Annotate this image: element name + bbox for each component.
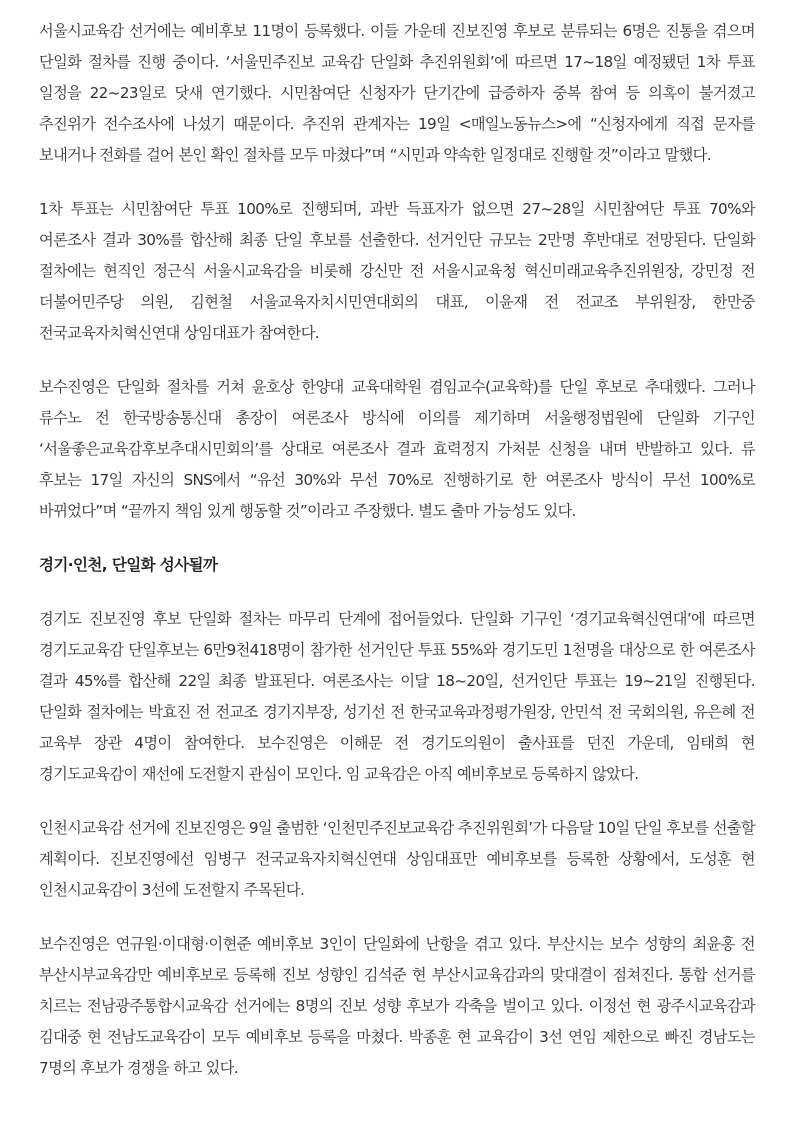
- section-subheading: 경기·인천, 단일화 성사될까: [39, 556, 218, 574]
- article-body: [39, 0, 755, 1084]
- paragraph-other-regions: 보수진영은 연규원·이대형·이현준 예비후보 3인이 단일화에 난항을 겪고 있다. 부산시는 보수 성향의 최윤홍 전 부산시부교육감만 예비후보로 등록해 진보 성향인 김석준 현 부산시교육감과의 맞대결이 점쳐진다. 통합 선거를 치르는 전남광주통합시교육감 선거에는 8명의 진보 성향 후보가 각축을 벌이고 있다. 이정선 현 광주시교육감과 김대중 현 전남도교육감이 모두 예비후보 등록을 마쳤다. 박종훈 현 교육감이 3선 연임 제한으로 빠진 경남도는 7명의 후보가 경쟁을 하고 있다.: [39, 935, 755, 1077]
- paragraph-incheon: 인천시교육감 선거에 진보진영은 9일 출범한 ‘인천민주진보교육감 추진위원회’가 다음달 10일 단일 후보를 선출할 계획이다. 진보진영에선 임병구 전국교육자치혁신연대 상임대표만 예비후보를 등록한 상황에서, 도성훈 현 인천시교육감이 3선에 도전할지 주목된다.: [39, 819, 755, 899]
- paragraph-gyeonggi: 경기도 진보진영 후보 단일화 절차는 마무리 단계에 접어들었다. 단일화 기구인 ‘경기교육혁신연대’에 따르면 경기도교육감 단일후보는 6만9천418명이 참가한 선거인단 투표 55%와 경기도민 1천명을 대상으로 한 여론조사 결과 45%를 합산해 22일 최종 발표된다. 여론조사는 이달 18~20일, 선거인단 투표는 19~21일 진행된다. 단일화 절차에는 박효진 전 전교조 경기지부장, 성기선 전 한국교육과정평가원장, 안민석 전 국회의원, 유은혜 전 교육부 장관 4명이 참여한다. 보수진영은 이해문 전 경기도의원이 출사표를 던진 가운데, 임태희 현 경기도교육감이 재선에 도전할지 관심이 모인다. 임 교육감은 아직 예비후보로 등록하지 않았다.: [39, 610, 755, 783]
- paragraph-seoul-conservative: 보수진영은 단일화 절차를 거쳐 윤호상 한양대 교육대학원 겸임교수(교육학)를 단일 후보로 추대했다. 그러나 류수노 전 한국방송통신대 총장이 여론조사 방식에 이의를 제기하며 서울행정법원에 단일화 기구인 ‘서울좋은교육감후보추대시민회의’를 상대로 여론조사 결과 효력정지 가처분 신청을 내며 반발하고 있다. 류 후보는 17일 자신의 SNS에서 “유선 30%와 무선 70%로 진행하기로 한 여론조사 방식이 무선 100%로 바뀌었다”며 “끝까지 책임 있게 행동할 것”이라고 주장했다. 별도 출마 가능성도 있다.: [39, 378, 755, 520]
- paragraph-first-vote: 1차 투표는 시민참여단 투표 100%로 진행되며, 과반 득표자가 없으면 27~28일 시민참여단 투표 70%와 여론조사 결과 30%를 합산해 최종 단일 후보를 선출한다. 선거인단 규모는 2만명 후반대로 전망된다. 단일화 절차에는 현직인 정근식 서울시교육감을 비롯해 강신만 전 서울시교육청 혁신미래교육추진위원장, 강민정 전 더불어민주당 의원, 김현철 서울교육자치시민연대회의 대표, 이윤재 전 전교조 부위원장, 한만중 전국교육자치혁신연대 상임대표가 참여한다.: [39, 200, 755, 342]
- paragraph-seoul-progressive: 서울시교육감 선거에는 예비후보 11명이 등록했다. 이들 가운데 진보진영 후보로 분류되는 6명은 진통을 겪으며 단일화 절차를 진행 중이다. ‘서울민주진보 교육감 단일화 추진위원회’에 따르면 17~18일 예정됐던 1차 투표 일정을 22~23일로 닷새 연기했다. 시민참여단 신청자가 단기간에 급증하자 중복 참여 등 의혹이 불거졌고 추진위가 전수조사에 나섰기 때문이다. 추진위 관계자는 19일 <매일노동뉴스>에 “신청자에게 직접 문자를 보내거나 전화를 걸어 본인 확인 절차를 모두 마쳤다”며 “시민과 약속한 일정대로 진행할 것”이라고 말했다.: [39, 22, 755, 164]
